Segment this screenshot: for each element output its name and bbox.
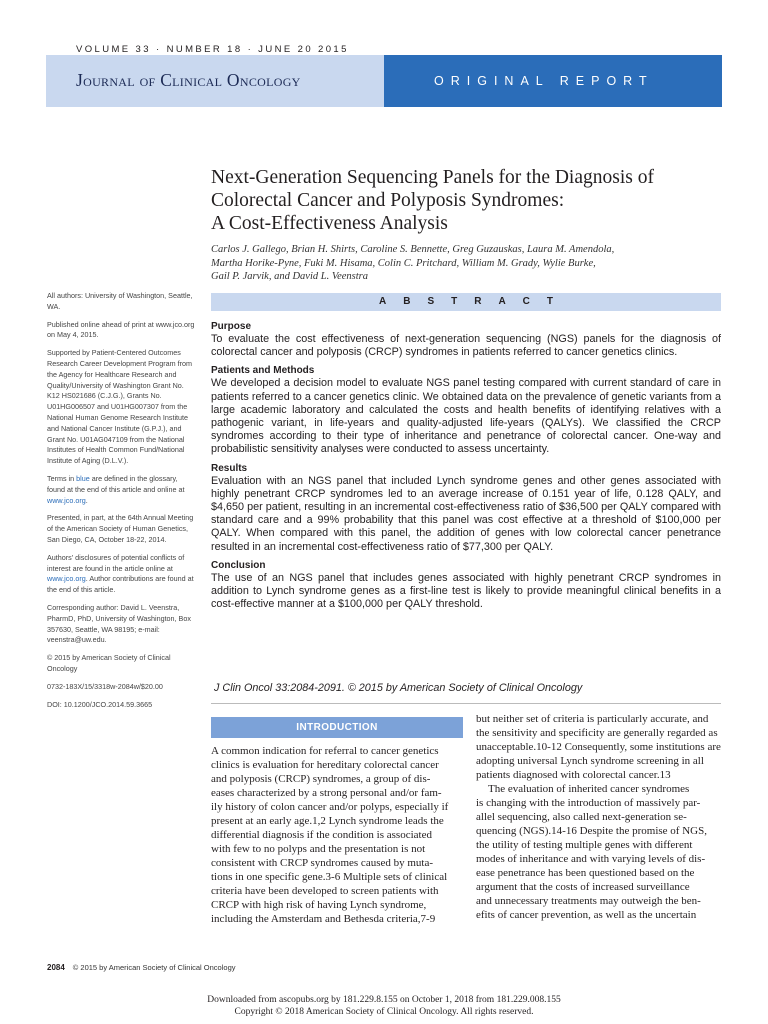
author-list [211,243,721,284]
body-line: patients diagnosed with colorectal cancer.13 [476,769,671,781]
journal-header [46,55,722,107]
abstract-section-heading: Purpose [211,321,252,332]
body-line: the utility of testing multiple genes with different [476,839,693,851]
author-line: Carlos J. Gallego, Brian H. Shirts, Caroline S. Bennette, Greg Guzauskas, Laura M. Amendola, [211,244,615,255]
body-line: clinics is evaluation for hereditary colorectal cancer [211,759,439,771]
introduction-heading-bar [211,717,463,738]
body-line: including the Amsterdam and Bethesda criteria,7-9 [211,913,436,925]
jco-link[interactable]: www.jco.org [47,574,86,584]
body-line: criteria have been developed to screen patients with [211,885,439,897]
disclosures-note [47,553,197,596]
body-line: with few to no polyps and the presentation is not [211,843,426,855]
jco-link[interactable]: www.jco.org [47,495,86,505]
download-line: Downloaded from ascopubs.org by 181.229.8.155 on October 1, 2018 from 181.229.008.155 [207,995,561,1005]
journal-name: Journal of Clinical Oncology [76,70,301,90]
body-line: eases characterized by a strong personal and/or fam- [211,787,442,799]
download-notice [0,995,768,1018]
page-footer [47,963,236,972]
body-line: A common indication for referral to cancer genetics [211,745,439,757]
abstract-section-heading: Conclusion [211,559,266,571]
glossary-text: . [85,495,88,505]
body-line: ease penetrance has been questioned based on the [476,867,695,879]
body-line: allel sequencing, also called next-generation se- [476,811,687,823]
report-type-box [384,55,722,107]
body-line: modes of inheritance and with varying levels of dis- [476,853,706,865]
abstract-section-text: To evaluate the cost effectiveness of next-generation sequencing (NGS) panels for the diagnosis of colorectal cancer and polyposis (CRCP) syndromes in patients referred to cancer genetics clinics. [211,333,721,359]
abstract-body [211,321,721,617]
body-line: tions in one specific gene.3-6 Multiple sets of clinical [211,871,448,883]
body-line: The evaluation of inherited cancer syndromes [488,783,690,795]
disclosures-text: Authors' disclosures of potential conflicts of interest are found in the article online at [47,552,185,573]
body-line: and unnecessary treatments may outweigh the ben- [476,895,701,907]
glossary-blue-word: blue [76,473,90,483]
abstract-heading-bar [211,293,721,311]
body-line: efits of cancer prevention, as well as the uncertain [476,909,697,921]
body-line: unacceptable.10-12 Consequently, some institutions are [476,741,721,753]
title-line: Next-Generation Sequencing Panels for the Diagnosis of [211,167,654,188]
author-line: Martha Horike-Pyne, Fuki M. Hisama, Colin C. Pritchard, William M. Grady, Wylie Burke, [211,257,596,269]
glossary-note [47,474,197,506]
report-type-label: ORIGINAL REPORT [434,74,654,88]
footer-copyright: © 2015 by American Society of Clinical Oncology [72,963,236,972]
published-note: Published online ahead of print at www.jco.org on May 4, 2015. [47,319,195,340]
copyright-note: © 2015 by American Society of Clinical Oncology [47,653,171,673]
body-line: is changing with the introduction of massively par- [476,797,701,809]
body-line: CRCP with high risk of having Lynch syndrome, [211,899,427,911]
title-line: A Cost-Effectiveness Analysis [211,213,448,234]
citation-line: J Clin Oncol 33:2084-2091. © 2015 by American Society of Clinical Oncology [214,682,583,694]
presented-note: Presented, in part, at the 64th Annual Meeting of the American Society of Human Genetics, San Diego, CA, October 18-22, 2014. [47,513,194,544]
introduction-heading: INTRODUCTION [296,722,378,733]
doi-note: DOI: 10.1200/JCO.2014.59.3665 [47,699,153,709]
body-line: argument that the costs of increased surveillance [476,881,690,893]
abstract-section-text: The use of an NGS panel that includes genes associated with highly penetrant CRCP syndromes in addition to Lynch syndrome genes as a first-line test is likely to provide meaningful clinical benefits in a cost-effective manner at a $100,000 per QALY threshold. [211,571,721,611]
volume-issue-line: VOLUME 33 · NUMBER 18 · JUNE 20 2015 [76,44,349,55]
body-column-right [476,712,722,922]
article-title [211,166,721,235]
abstract-section-heading: Patients and Methods [211,365,315,377]
abstract-section-text: We developed a decision model to evaluate NGS panel testing compared with current standard of care in patients referred to a cancer genetics clinic. We obtained data on the prevalence of genetic variants from a large academic laboratory and calculated the costs and health benefits of identifying relatives with a pathogenic variant, in life-years and quality-adjusted life-years (QALYs). We classified the CRCP syndromes according to their type of inheritance and penetrance of colorectal cancer. One-way and probabilistic sensitivity analyses were conducted to assess uncertainty. [211,377,721,456]
disclosures-text: . Author contributions are found at the end of this article. [47,574,194,595]
author-line: Gail P. Jarvik, and David L. Veenstra [211,271,368,283]
body-line: the sensitivity and specificity are generally regarded as [476,727,718,739]
page-number: 2084 [47,963,65,972]
abstract-heading: ABSTRACT [379,296,570,307]
body-line: but neither set of criteria is particularly accurate, and [476,713,709,725]
body-line: and polyposis (CRCP) syndromes, a group of dis- [211,773,431,785]
body-column-left [211,744,463,926]
journal-name-box [46,55,384,107]
issn-note: 0732-183X/15/3318w-2084w/$20.00 [47,681,163,691]
body-line: present at an early age.1,2 Lynch syndrome leads the [211,815,444,827]
corresponding-author-note: Corresponding author: David L. Veenstra, PharmD, PhD, University of Washington, Box 357630, Seattle, WA 98195; e-mail: veenstra@uw.edu. [47,602,191,645]
affiliation-note: All authors: University of Washington, Seattle, WA. [47,291,193,311]
title-line: Colorectal Cancer and Polyposis Syndromes: [211,190,565,211]
abstract-section-heading: Results [211,462,248,474]
body-line: ily history of colon cancer and/or polyps, especially if [211,801,449,813]
body-line: quencing (NGS).14-16 Despite the promise of NGS, [476,825,707,837]
body-line: consistent with CRCP syndromes caused by muta- [211,857,434,869]
body-line: differential diagnosis if the condition is associated [211,829,432,841]
glossary-text: are defined in the glossary, found at the end of this article and online at [47,473,185,494]
glossary-text: Terms in [47,473,77,483]
support-note: Supported by Patient-Centered Outcomes Research Career Development Program from the Agency for Healthcare Research and Quality/University of Washington Grant No. K12 HS021686 (C.J.G.), Grants No. U01HG006507 and U01HG007307 from the National Human Genome Research Institute and National Cancer Institute (G.P.J.), and Grant No. U01AG047109 from the National Institutes of Health Common Fund/National Institute of Aging (D.L.V.). [47,348,193,466]
abstract-section-text: Evaluation with an NGS panel that included Lynch syndrome genes and other genes associated with highly penetrant CRCP syndromes led to an average increase of 0.151 year of life, 0.128 QALY, and $4,650 per patient, resulting in an incremental cost-effectiveness ratio of $36,500 per QALY compared with standard care and a 99% probability that this panel was cost effective at a threshold of $100,000 per QALY. When compared with this panel, the addition of genes with low colorectal cancer penetrance resulted in an incremental cost-effectiveness ratio of $77,300 per QALY. [211,474,721,553]
body-line: adopting universal Lynch syndrome screening in all [476,755,704,767]
section-divider [211,703,721,704]
download-copyright: Copyright © 2018 American Society of Clinical Oncology. All rights reserved. [234,1006,534,1017]
sidebar-notes [47,291,197,717]
